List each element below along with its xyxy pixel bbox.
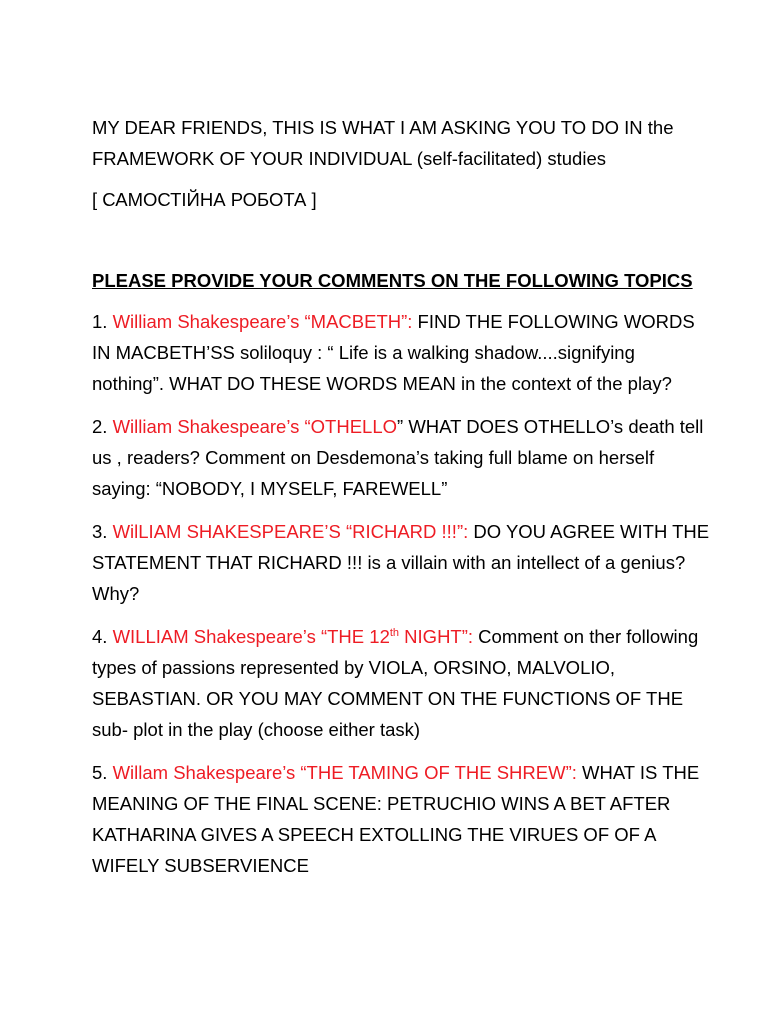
topic-number: 2. [92,416,113,437]
topic-number: 1. [92,311,113,332]
topic-body: WHAT IS THE MEANING OF THE FINAL SCENE: PETRUCHIO WINS A BET AFTER KATHARINA GIVES A SPEECH EXTOLLING THE VIRUES OF OF A WIFELY SUBSERVIENCE [92,762,700,876]
topic-4 [92,621,712,745]
topic-5 [92,757,712,881]
topic-title [113,626,473,647]
topic-body: Comment on ther following types of passions represented by VIOLA, ORSINO, MALVOLIO, SEBASTIAN. OR YOU MAY COMMENT ON THE FUNCTIONS OF THE sub- plot in the play (choose either task) [92,626,699,740]
bracket-title: [ САМОСТІЙНА РОБОТА ] [92,189,317,210]
topic-2 [92,411,712,504]
topic-title: Willam Shakespeare’s “THE TAMING OF THE SHREW”: [112,762,577,783]
topic-body: FIND THE FOLLOWING WORDS IN MACBETH’SS soliloquy : “ Life is a walking shadow....signifying nothing”. WHAT DO THESE WORDS MEAN in the context of the play? [92,311,695,394]
topic-1 [92,306,712,399]
topic-title-after: NIGHT”: [399,626,474,647]
topic-number: 4. [92,626,113,647]
topic-title: William Shakespeare’s “OTHELLO [112,416,398,437]
topic-body: DO YOU AGREE WITH THE STATEMENT THAT RICHARD !!! is a villain with an intellect of a genius? Why? [92,521,710,604]
topics-heading: PLEASE PROVIDE YOUR COMMENTS ON THE FOLLOWING TOPICS [92,270,693,291]
topic-number: 3. [92,521,113,542]
topic-title: WilLIAM SHAKESPEARE’S “RICHARD !!!”: [112,521,469,542]
topic-3 [92,516,712,609]
topic-title-superscript: th [389,626,400,639]
topic-number: 5. [92,762,113,783]
topic-body: ” WHAT DOES OTHELLO’s death tell us , readers? Comment on Desdemona’s taking full blame on herself saying: “NOBODY, I MYSELF, FAREWELL” [92,416,704,499]
topic-title: William Shakespeare’s “MACBETH”: [112,311,413,332]
topic-title-before: WILLIAM Shakespeare’s “THE 12 [112,626,390,647]
intro-paragraph: MY DEAR FRIENDS, THIS IS WHAT I AM ASKING YOU TO DO IN the FRAMEWORK OF YOUR INDIVIDUAL (self-facilitated) studies [92,117,674,169]
